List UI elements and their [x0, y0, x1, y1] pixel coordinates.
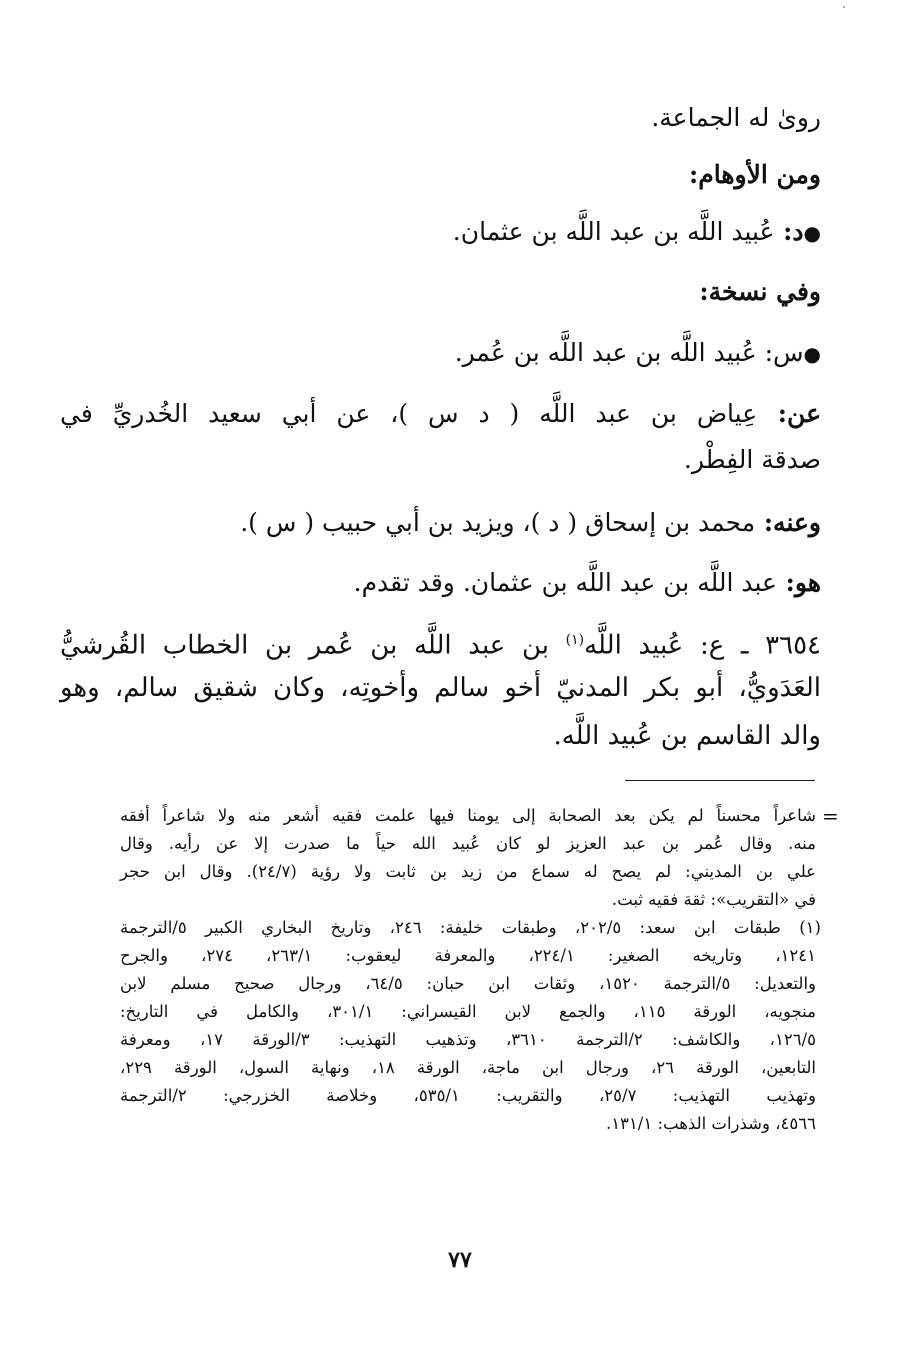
- text: عُبيد اللَّه بن عبد اللَّه بن عثمان.: [452, 217, 775, 246]
- text: صدقة الفِطْر.: [683, 445, 821, 474]
- bullet-icon: ●: [803, 342, 821, 366]
- footnote-separator: [625, 780, 815, 781]
- text-line: [60, 212, 821, 253]
- heading-text: ومن الأوهام:: [689, 160, 821, 189]
- text: بن عبد اللَّه بن عُمر بن الخطاب القُرشيُّ: [60, 630, 566, 661]
- footnote-line: (١) طبقات ابن سعد: ٢٠٢/٥، وطبقات خليفة: ٢٤٦، وتاريخ البخاري الكبير ٥/الترجمة: [120, 918, 821, 937]
- footnote-line: علي بن المديني: لم يصح له سماع من زيد بن ثابت ولا رؤية (٢٤/٧). وقال ابن حجر: [120, 862, 817, 881]
- footnote-line: التابعين، الورقة ٢٦، ورجال ابن ماجة، الورقة ١٨، ونهاية السول، الورقة ٢٢٩،: [120, 1058, 816, 1077]
- text-line: [60, 503, 821, 543]
- footnote-line: ٤٥٦٦، وشذرات الذهب: ١٣١/١.: [605, 1114, 816, 1133]
- text-line: [60, 394, 821, 434]
- field-label: هو:: [776, 568, 821, 597]
- section-heading: [60, 155, 821, 195]
- footnote-line: منجويه، الورقة ١١٥، والجمع لابن القيسراني: ٣٠١/١، والكامل في التاريخ:: [120, 1002, 816, 1021]
- text: عِياض بن عبد اللَّه ( د س )، عن أبي سعيد الخُدريِّ في: [60, 399, 758, 428]
- text-line: [60, 440, 821, 480]
- text-line: [60, 668, 821, 708]
- field-label: وعنه:: [755, 508, 821, 537]
- text: والد القاسم بن عُبيد اللَّه.: [553, 721, 821, 751]
- page-number: ٧٧: [448, 1247, 472, 1273]
- text: محمد بن إسحاق ( د )، ويزيد بن أبي حبيب ( س ).: [240, 508, 756, 537]
- section-heading: [60, 272, 821, 312]
- text: روىٰ له الجماعة.: [651, 103, 821, 132]
- footnote-line: في «التقريب»: ثقة فقيه ثبت.: [611, 890, 816, 909]
- bullet-icon: ●: [803, 221, 821, 245]
- footnote-line: وتهذيب التهذيب: ٢٥/٧، والتقريب: ٥٣٥/١، وخلاصة الخزرجي: ٢/الترجمة: [120, 1086, 816, 1105]
- footnote-line: منه. وقال عُمر بن عبد العزيز لو كان عُبيد الله حياً ما صدرت إلا عن رأيه. وقال: [120, 834, 816, 853]
- text-line: [60, 98, 821, 138]
- text: عبد اللَّه بن عبد اللَّه بن عثمان. وقد تقدم.: [353, 568, 777, 597]
- footnote-line: ١٢٤١، وتاريخه الصغير: ٢٢٤/١، والمعرفة ليعقوب: ٢٦٣/١، ٢٧٤، والجرح: [120, 946, 816, 965]
- text-line: [60, 333, 821, 374]
- entry-number: ٣٦٥٤ ـ ع: عُبيد اللَّه: [584, 630, 822, 661]
- heading-text: وفي نسخة:: [699, 277, 821, 306]
- footnote-ref: (١): [565, 632, 585, 648]
- entry-heading-line: [60, 620, 821, 666]
- field-label: عن:: [757, 399, 821, 428]
- text-line: [60, 716, 821, 756]
- code-label: د:: [774, 217, 804, 246]
- footnote-line: والتعديل: ٥/الترجمة ١٥٢٠، وثقات ابن حبان: ٦٤/٥، ورجال صحيح مسلم لابن: [120, 974, 816, 993]
- text-line: [60, 563, 821, 603]
- footnote-line: شاعراً محسناً لم يكن بعد الصحابة إلى يومنا فيها علمت فقيه أشعر منه ولا شاعراً أفقه: [120, 806, 816, 825]
- code-label: س:: [756, 338, 804, 367]
- scan-speck: [843, 6, 845, 8]
- footnote-line: ١٢٦/٥، والكاشف: ٢/الترجمة ٣٦١٠، وتذهيب التهذيب: ٣/الورقة ١٧، ومعرفة: [120, 1030, 816, 1049]
- continuation-mark: =: [822, 804, 839, 828]
- text: عُبيد اللَّه بن عبد اللَّه بن عُمر.: [454, 338, 757, 367]
- text: العَدَويُّ، أبو بكر المدنيّ أخو سالم وأخوتِه، وكان شقيق سالم، وهو: [60, 673, 821, 703]
